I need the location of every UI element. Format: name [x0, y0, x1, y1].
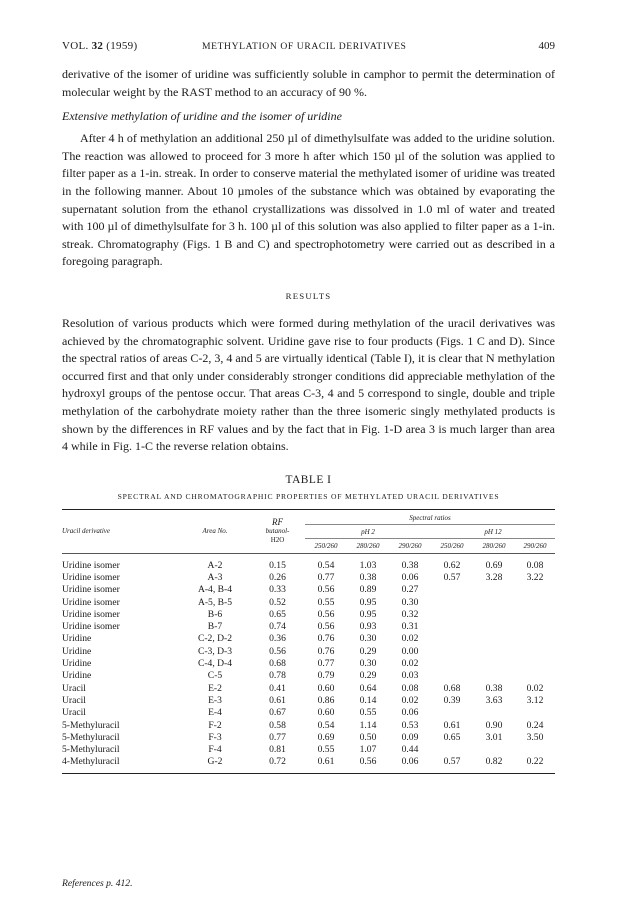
table-cell-area: E-3: [208, 694, 222, 706]
table-cell-c: 0.00: [401, 645, 419, 657]
table-cell-c: 0.53: [401, 719, 419, 731]
section-heading: Extensive methylation of uridine and the isomer of uridine: [62, 109, 342, 124]
table-row: [62, 597, 555, 609]
table-cell-derivative: Uridine isomer: [62, 559, 120, 571]
table-cell-f: 3.22: [526, 571, 544, 583]
table-cell-d: [431, 744, 473, 756]
table-cell-e: [473, 609, 515, 621]
table-cell-e: [473, 707, 515, 719]
table-row: [62, 744, 555, 756]
table-cell-b: 0.55: [359, 707, 377, 719]
table-cell-rf: 0.15: [269, 559, 286, 571]
table-cell-a: 0.56: [317, 608, 335, 620]
table-cell-f: [515, 584, 555, 596]
table-cell-rf: 0.74: [269, 621, 286, 633]
volume-info: VOL. 32 (1959): [62, 40, 138, 52]
table-cell-b: 0.95: [359, 596, 377, 608]
table-cell-derivative: 5-Methyluracil: [62, 744, 120, 756]
table-cell-area: G-2: [207, 756, 223, 768]
table-cell-d: 0.57: [443, 571, 461, 583]
table-cell-d: [431, 646, 473, 658]
table-cell-rf: 0.33: [269, 584, 286, 596]
table-cell-derivative: Uridine isomer: [62, 596, 120, 608]
table-cell-e: 3.28: [485, 571, 503, 583]
table-cell-e: [473, 633, 515, 645]
header-derivative: Uracil derivative: [62, 527, 111, 536]
table-title: TABLE I: [285, 473, 332, 486]
table-cell-b: 1.07: [359, 744, 377, 756]
running-header: [62, 40, 555, 60]
table-cell-f: [515, 707, 555, 719]
table-cell-derivative: Uracil: [62, 682, 86, 694]
table-cell-rf: 0.81: [269, 744, 286, 756]
table-cell-a: 0.60: [317, 682, 335, 694]
table-cell-a: 0.69: [317, 731, 335, 743]
table-cell-area: C-4, D-4: [197, 658, 233, 670]
table-cell-c: 0.32: [401, 608, 419, 620]
table-cell-e: 3.01: [485, 731, 503, 743]
table-cell-area: F-2: [208, 719, 222, 731]
table-cell-d: 0.39: [443, 694, 461, 706]
table-cell-f: 0.02: [526, 682, 544, 694]
header-rf-water: H2O: [270, 535, 285, 544]
table-cell-d: 0.61: [443, 719, 461, 731]
table-cell-b: 0.14: [359, 694, 377, 706]
table-cell-e: [473, 744, 515, 756]
table-row: [62, 553, 555, 572]
table-cell-rf: 0.77: [269, 731, 286, 743]
table-cell-derivative: Uridine: [62, 645, 92, 657]
table-cell-a: 0.60: [317, 707, 335, 719]
table-cell-derivative: 5-Methyluracil: [62, 719, 120, 731]
table-cell-d: [431, 609, 473, 621]
table-cell-a: 0.86: [317, 694, 335, 706]
table-cell-derivative: 4-Methyluracil: [62, 756, 120, 768]
table-cell-a: 0.56: [317, 584, 335, 596]
table-cell-b: 1.03: [359, 559, 377, 571]
table-cell-derivative: 5-Methyluracil: [62, 731, 120, 743]
header-ph12: pH 12: [431, 524, 555, 538]
table-row: [62, 609, 555, 621]
table-cell-c: 0.27: [401, 584, 419, 596]
table-cell-rf: 0.58: [269, 719, 286, 731]
table-cell-b: 0.38: [359, 571, 377, 583]
table-cell-a: 0.77: [317, 571, 335, 583]
table-cell-area: E-4: [208, 707, 222, 719]
table-cell-a: 0.79: [317, 670, 335, 682]
table-cell-derivative: Uridine isomer: [62, 621, 120, 633]
table-cell-c: 0.02: [401, 633, 419, 645]
table-cell-c: 0.06: [401, 756, 419, 768]
table-cell-f: [515, 658, 555, 670]
table-cell-d: 0.62: [443, 559, 461, 571]
table-cell-f: 0.08: [526, 559, 544, 571]
table-cell-e: [473, 584, 515, 596]
table-cell-rf: 0.61: [269, 694, 286, 706]
table-cell-a: 0.55: [317, 744, 335, 756]
running-title: METHYLATION OF URACIL DERIVATIVES: [202, 41, 407, 52]
table-cell-rf: 0.52: [269, 596, 286, 608]
table-cell-derivative: Uridine isomer: [62, 571, 120, 583]
table-row: [62, 572, 555, 584]
table-cell-f: 3.12: [526, 694, 544, 706]
header-rf: [250, 510, 305, 554]
table-row: [62, 584, 555, 596]
table-cell-e: 0.90: [485, 719, 503, 731]
header-spectral: Spectral ratios: [305, 510, 555, 525]
table-cell-area: C-3, D-3: [197, 645, 233, 657]
table-cell-rf: 0.78: [269, 670, 286, 682]
table-cell-e: [473, 658, 515, 670]
header-ratio: 250/260: [314, 541, 338, 550]
paragraph-continuation: derivative of the isomer of uridine was sufficiently soluble in camphor to permit the determination of molecular weight by the RAST method to an accuracy of 90 %.: [62, 67, 555, 99]
table-cell-f: [515, 744, 555, 756]
table-row: [62, 670, 555, 682]
table-cell-rf: 0.65: [269, 608, 286, 620]
table-cell-a: 0.61: [317, 756, 335, 768]
table-cell-c: 0.44: [401, 744, 419, 756]
table-cell-derivative: Uridine: [62, 670, 92, 682]
table-cell-area: F-3: [208, 731, 222, 743]
table-cell-area: B-6: [207, 608, 223, 620]
header-rf-label: RF: [272, 516, 283, 527]
paragraph-methylation: After 4 h of methylation an additional 250 µl of dimethylsulfate was added to the uridine solution. The reaction was allowed to proceed for 3 more h after which 150 µl of the solution was applied to filter paper as a 1-in. streak. In order to conserve material the methylated isomer of uridine was treated in the following manner. About 10 µmoles of the substance which was obtained by evaporating the supernatant solution from the ethanol crystallizations was dissolved in 1.0 ml of water and treated with 100 µl of dimethylsulfate for 3 h. 100 µl of this solution was also applied to filter paper as a 1-in. streak. Chromatography (Figs. 1 B and C) and spectrophotometry were carried out as described in a foregoing paragraph.: [62, 131, 555, 269]
table-cell-derivative: Uridine isomer: [62, 608, 120, 620]
table-cell-e: 3.63: [485, 694, 503, 706]
table-cell-b: 0.56: [359, 756, 377, 768]
table-body: [62, 553, 555, 769]
table-cell-e: [473, 670, 515, 682]
table-cell-rf: 0.26: [269, 571, 286, 583]
table-cell-area: F-4: [208, 744, 222, 756]
table-cell-c: 0.09: [401, 731, 419, 743]
table-cell-a: 0.76: [317, 645, 335, 657]
table-cell-d: 0.57: [443, 756, 461, 768]
table-cell-c: 0.02: [401, 694, 419, 706]
table-cell-area: A-5, B-5: [197, 596, 233, 608]
table-cell-d: 0.65: [443, 731, 461, 743]
table-cell-area: A-4, B-4: [197, 584, 233, 596]
table-cell-f: [515, 597, 555, 609]
table-row: [62, 756, 555, 768]
table-cell-c: 0.03: [401, 670, 419, 682]
data-table: [62, 510, 555, 769]
table-cell-d: 0.68: [443, 682, 461, 694]
table-row: [62, 683, 555, 695]
table-cell-area: A-2: [207, 559, 223, 571]
table-cell-a: 0.76: [317, 633, 335, 645]
table-cell-a: 0.54: [317, 559, 335, 571]
table-cell-f: [515, 670, 555, 682]
table-cell-derivative: Uridine isomer: [62, 584, 120, 596]
table-cell-b: 0.64: [359, 682, 377, 694]
references-note: References p. 412.: [62, 878, 133, 889]
table-cell-rf: 0.67: [269, 707, 286, 719]
table-cell-c: 0.08: [401, 682, 419, 694]
table-cell-e: [473, 621, 515, 633]
table-cell-e: 0.69: [485, 559, 503, 571]
table-cell-derivative: Uridine: [62, 658, 92, 670]
table-cell-b: 0.50: [359, 731, 377, 743]
table-row: [62, 707, 555, 719]
table-cell-a: 0.55: [317, 596, 335, 608]
table-cell-c: 0.38: [401, 559, 419, 571]
table-cell-c: 0.06: [401, 707, 419, 719]
header-ratio: 290/260: [523, 541, 547, 550]
paragraph-results: Resolution of various products which were formed during methylation of the uracil derivatives was achieved by the chromatographic solvent. Uridine gave rise to four products (Figs. 1 C and D). Since the spectral ratios of areas C-2, 3, 4 and 5 are virtually identical (Table I), it is clear that N methylation occurred first and that only under considerably stronger conditions did appreciable methylation of the hydroxyl groups of the pentose occur. That areas C-3, 4 and 5 correspond to single, double and triple methylation of the carbohydrate moiety rather than the three isomeric singly methylated products is shown by the differences in RF values and by the fact that in Fig. 1-D area 3 is much larger than area 4 while in Fig. 1-C the reverse relation obtains.: [62, 315, 555, 454]
table-cell-derivative: Uracil: [62, 694, 86, 706]
table-cell-a: 0.56: [317, 621, 335, 633]
table-cell-rf: 0.72: [269, 756, 286, 768]
table-cell-b: 0.89: [359, 584, 377, 596]
table-cell-f: [515, 633, 555, 645]
table-cell-e: 0.82: [485, 756, 503, 768]
results-heading: RESULTS: [285, 290, 332, 301]
table-cell-f: [515, 646, 555, 658]
table-cell-b: 0.93: [359, 621, 377, 633]
table-row: [62, 621, 555, 633]
table-cell-d: [431, 707, 473, 719]
table-row: [62, 732, 555, 744]
table-cell-f: 0.24: [526, 719, 544, 731]
table-cell-d: [431, 670, 473, 682]
table-cell-b: 0.30: [359, 633, 377, 645]
table-container: [62, 509, 555, 774]
table-cell-c: 0.06: [401, 571, 419, 583]
table-cell-a: 0.54: [317, 719, 335, 731]
table-cell-d: [431, 633, 473, 645]
table-cell-derivative: Uridine: [62, 633, 92, 645]
table-cell-area: A-3: [207, 571, 223, 583]
table-cell-area: B-7: [207, 621, 223, 633]
table-cell-d: [431, 658, 473, 670]
table-cell-rf: 0.56: [269, 645, 286, 657]
header-rf-solvent: butanol-: [265, 526, 290, 535]
table-cell-d: [431, 621, 473, 633]
header-ratio: 250/260: [440, 541, 464, 550]
table-caption: SPECTRAL AND CHROMATOGRAPHIC PROPERTIES OF METHYLATED URACIL DERIVATIVES: [117, 491, 500, 501]
header-ratio: 280/260: [356, 541, 380, 550]
header-ph2: pH 2: [305, 524, 431, 538]
page-number: 409: [538, 40, 555, 52]
table-cell-b: 0.95: [359, 608, 377, 620]
table-cell-f: 3.50: [526, 731, 544, 743]
table-cell-area: E-2: [208, 682, 222, 694]
table-cell-c: 0.30: [401, 596, 419, 608]
header-ratio: 280/260: [482, 541, 506, 550]
table-cell-rf: 0.41: [269, 682, 286, 694]
table-cell-e: 0.38: [485, 682, 503, 694]
table-row: [62, 646, 555, 658]
header-area: Area No.: [202, 527, 228, 536]
table-cell-b: 0.29: [359, 645, 377, 657]
table-cell-b: 0.29: [359, 670, 377, 682]
table-cell-f: [515, 609, 555, 621]
table-cell-b: 1.14: [359, 719, 377, 731]
table-cell-e: [473, 597, 515, 609]
table-cell-rf: 0.36: [269, 633, 286, 645]
table-cell-area: C-5: [207, 670, 223, 682]
table-cell-f: 0.22: [526, 756, 544, 768]
table-cell-e: [473, 646, 515, 658]
table-row: [62, 658, 555, 670]
table-cell-derivative: Uracil: [62, 707, 86, 719]
table-row: [62, 720, 555, 732]
table-cell-c: 0.31: [401, 621, 419, 633]
table-cell-a: 0.77: [317, 658, 335, 670]
table-cell-f: [515, 621, 555, 633]
table-cell-d: [431, 584, 473, 596]
table-row: [62, 695, 555, 707]
journal-page: [62, 40, 555, 774]
table-cell-c: 0.02: [401, 658, 419, 670]
table-cell-b: 0.30: [359, 658, 377, 670]
table-cell-rf: 0.68: [269, 658, 286, 670]
header-ratio: 290/260: [398, 541, 422, 550]
table-cell-area: C-2, D-2: [197, 633, 233, 645]
table-cell-d: [431, 597, 473, 609]
table-row: [62, 633, 555, 645]
